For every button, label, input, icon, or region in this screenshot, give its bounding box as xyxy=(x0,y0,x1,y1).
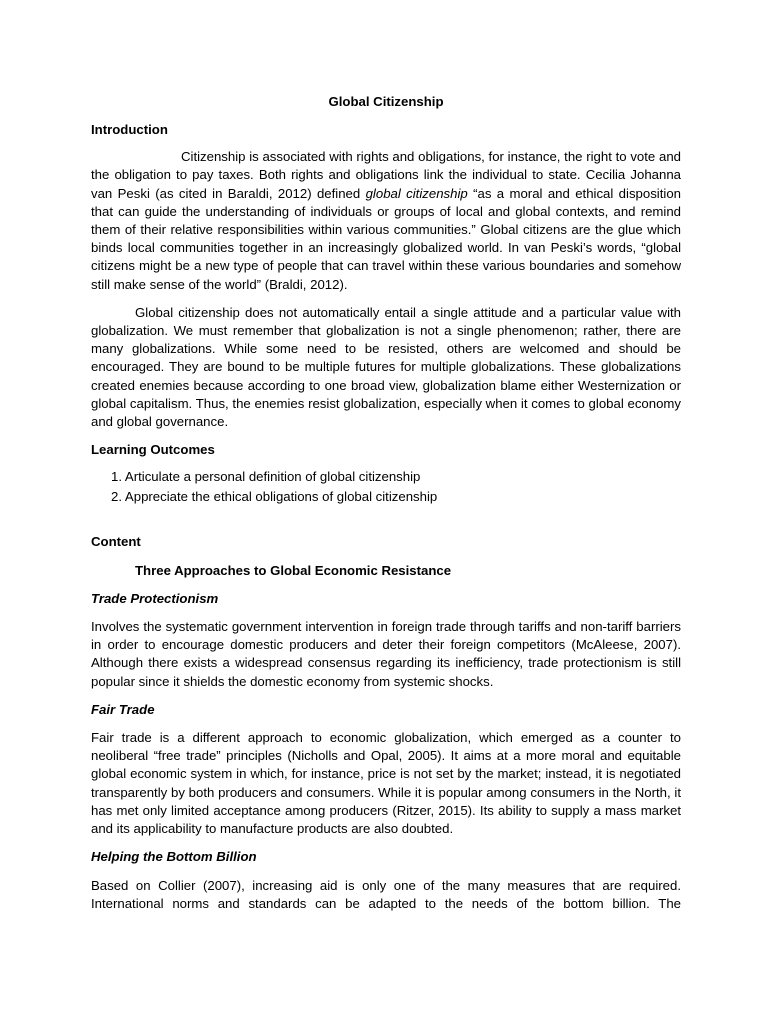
intro-p1-emphasis: global citizenship xyxy=(365,185,468,201)
list-item: 2. Appreciate the ethical obligations of global citizenship xyxy=(111,489,438,505)
content-heading: Content xyxy=(91,534,141,550)
trade-protectionism-heading: Trade Protectionism xyxy=(91,590,219,606)
fair-trade-text: Fair trade is a different approach to economic globalization, which emerged as a counter to neoliberal “free trade” principles (Nicholls and Opal, 2005). It aims at a more moral and equitable global economic system in which, for instance, price is not set by the market; instead, it is negotiated transparently by both producers and consumers. While it is popular among consumers in the North, it has met only limited acceptance among producers (Ritzer, 2015). Its ability to supply a mass market and its applicability to manufacture products are also doubted. xyxy=(91,730,681,837)
learning-outcomes-heading: Learning Outcomes xyxy=(91,442,215,458)
learning-outcomes-list xyxy=(91,467,681,507)
document-title: Global Citizenship xyxy=(328,94,444,109)
bottom-billion-heading: Helping the Bottom Billion xyxy=(91,849,257,865)
content-subtitle: Three Approaches to Global Economic Resistance xyxy=(135,562,452,578)
fair-trade-heading: Fair Trade xyxy=(91,701,155,717)
introduction-paragraph-1 xyxy=(91,148,681,294)
document-page xyxy=(91,93,681,913)
trade-protectionism-text: Involves the systematic government intervention in foreign trade through tariffs and non-tariff barriers in order to encourage domestic producers and deter their foreign competitors (McAleese, 2007). Although there exists a widespread consensus regarding its inefficiency, trade protectionism is still popular since it shields the domestic economy from systemic shocks. xyxy=(91,619,681,689)
bottom-billion-text: Based on Collier (2007), increasing aid is only one of the many measures that are required. International norms and standards can be adapted to the needs of the bottom billion. The xyxy=(91,877,681,911)
introduction-heading: Introduction xyxy=(91,122,168,137)
introduction-paragraph-2: Global citizenship does not automatically entail a single attitude and a particular value with globalization. We must remember that globalization is not a single phenomenon; rather, there are many globalizations. While some need to be resisted, others are welcomed and should be encouraged. They are bound to be multiple futures for multiple globalizations. These globalizations created enemies because according to one broad view, globalization blame either Westernization or global capitalism. Thus, the enemies resist globalization, especially when it comes to global economy and global governance. xyxy=(91,304,681,430)
intro-p1-text-b: “as a moral and ethical disposition that can guide the understanding of individuals or groups of local and global contexts, and remind them of their relative responsibilities within various communities.” Global citizens are the glue which binds local communities together in an increasingly globalized world. In van Peski’s words, “global citizens might be a new type of people that can travel within these various boundaries and somehow still make sense of the world” (Braldi, 2012). xyxy=(91,185,681,292)
list-item: 1. Articulate a personal definition of global citizenship xyxy=(111,469,421,485)
intro-p1-text-a: Citizenship is associated with rights and obligations, for instance, the right to vote and the obligation to pay taxes. Both rights and obligations link the individual to state. Cecilia Johanna van Peski (as cited in Baraldi, 2012) defined xyxy=(91,149,681,201)
